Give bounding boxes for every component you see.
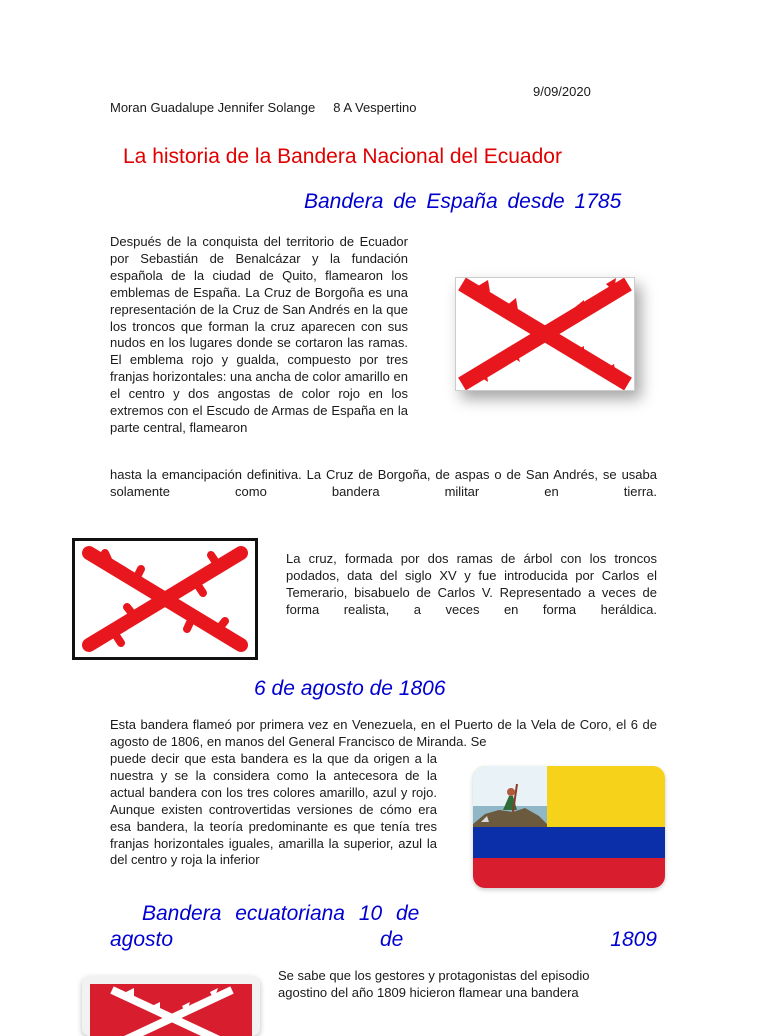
author-line: Moran Guadalupe Jennifer Solange 8 A Vespertino — [110, 100, 417, 115]
caption-burgundy-cross: La cruz, formada por dos ramas de árbol con los troncos podados, data del siglo XV y fue introducida por Carlos el Temerario, bisabuelo de Carlos V. Representado a veces de forma realista, a veces en forma heráldica. — [286, 551, 657, 617]
paragraph-spain-wrapped: Después de la conquista del territorio de Ecuador por Sebastián de Benalcázar y la fundación española de la ciudad de Quito, flamearon los emblemas de España. La Cruz de Borgoña es una representación de la Cruz de San Andrés en la que los troncos que forman la cruz aparecen con sus nudos en los lugares donde se cortaron las ramas. El emblema rojo y gualda, compuesto por tres franjas horizontales: una ancha de color amarillo en el centro y dos angostas de color rojo en los extremos con el Escudo de Armas de España en la parte central, flamearon — [110, 234, 408, 435]
paragraph-spain-full: hasta la emancipación definitiva. La Cruz de Borgoña, de aspas o de San Andrés, se usaba solamente como bandera militar en tierra. — [110, 467, 657, 499]
heading-word: 1809 — [610, 928, 657, 951]
burgundy-cross-flag-icon — [455, 277, 635, 391]
heading-word: de — [379, 928, 404, 951]
paragraph-1809-line: agostino del año 1809 hicieron flamear una bandera — [278, 984, 579, 1000]
red-white-cross-flag-icon — [82, 976, 260, 1036]
section-heading-1809-line1: Bandera ecuatoriana 10 de — [142, 902, 420, 925]
burgundy-cross-bordered-flag-icon — [72, 538, 258, 660]
section-heading-spain-1785: Bandera de España desde 1785 — [304, 190, 622, 213]
document-date: 9/09/2020 — [533, 84, 591, 99]
paragraph-1809 — [278, 968, 657, 1002]
section-heading-1809-line2 — [110, 928, 657, 952]
paragraph-1806-full: Esta bandera flameó por primera vez en Venezuela, en el Puerto de la Vela de Coro, el 6 de agosto de 1806, en manos del General Francisco de Miranda. Se — [110, 717, 657, 749]
paragraph-1809-line: Se sabe que los gestores y protagonistas del episodio — [278, 968, 590, 983]
heading-word: agosto — [110, 928, 174, 951]
miranda-flag-icon — [473, 766, 665, 888]
paragraph-1806-wrapped: puede decir que esta bandera es la que da origen a la nuestra y se la considera como la antecesora de la actual bandera con los tres colores amarillo, azul y rojo. Aunque existen controvertidas versiones de cómo era esa bandera, la teoría predominante es que tenía tres franjas horizontales iguales, amarilla la superior, azul la del centro y roja la inferior — [110, 751, 437, 868]
document-title: La historia de la Bandera Nacional del Ecuador — [123, 145, 562, 168]
section-heading-1806: 6 de agosto de 1806 — [254, 677, 446, 700]
